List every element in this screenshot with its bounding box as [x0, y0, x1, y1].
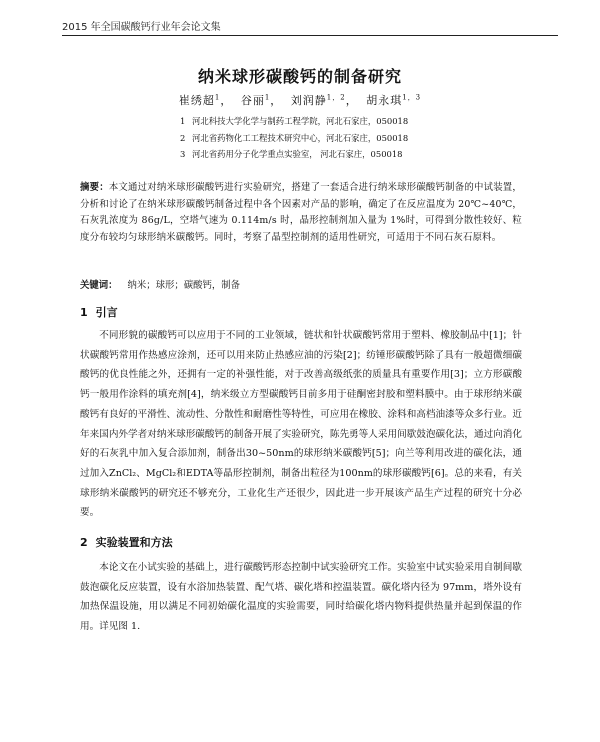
abstract-label: 摘要： [80, 182, 109, 193]
author: 刘润静$^{1,2}$， [290, 93, 358, 107]
section-heading-methods: 2 实验装置和方法 [80, 536, 173, 549]
author-list [0, 92, 600, 108]
running-header [62, 18, 558, 36]
affiliation-list [180, 113, 510, 163]
affiliation: 2 河北省药物化工工程技术研究中心，河北石家庄，050018 [180, 132, 409, 143]
section-paragraph: 本论文在小试实验的基础上，进行碳酸钙形态控制中试实验研究工作。实验室中试实验采用自制间歇鼓泡碳化反应装置，设有水浴加热装置、配气塔、碳化塔和控温装置。碳化塔内径为 97mm，塔外设有加热保温设施，用以满足不同初始碳化温度的实验需要，同时给碳化塔内物料提供热量并起到保温的作用。详见图 1. [80, 562, 522, 633]
section-heading-intro: 1 引言 [80, 306, 118, 319]
paper-title: 纳米球形碳酸钙的制备研究 [197, 67, 402, 86]
section-paragraph: 不同形貌的碳酸钙可以应用于不同的工业领域，链状和针状碳酸钙常用于塑料、橡胶制品中[1]；针状碳酸钙常用作热感应涂剂，还可以用来防止热感应油的污染[2]；纺锤形碳酸钙除了具有一般超微细碳酸钙的优良性能之外，还拥有一定的补强性能，对于改善高级纸张的质量具有重要作用[3]；立方形碳酸钙一般用作涂料的填充剂[4]，纳米级立方型碳酸钙目前多用于硅酮密封胶和塑料膜中。由于球形纳米碳酸钙有良好的平滑性、流动性、分散性和耐磨性等特性，可应用在橡胶、涂料和高档油漆等众多行业。近年来国内外学者对纳米球形碳酸钙的制备开展了实验研究，陈先勇等人采用间歇鼓泡碳化法，通过向消化好的石灰乳中加入复合添加剂，制备出30~50nm的球形纳米碳酸钙[5]；向兰等利用改进的碳化法，通过加入ZnCl₂、MgCl₂和EDTA等晶形控制剂，制备出粒径为100nm的球形碳酸钙[6]。总的来看，有关球形纳米碳酸钙的研究还不够充分，工业化生产还很少，因此进一步开展该产品生产过程的研究十分必要。 [80, 330, 522, 519]
keywords [80, 277, 522, 291]
abstract [80, 180, 522, 246]
keywords-text: 纳米；球形；碳酸钙，制备 [127, 280, 241, 291]
affiliation: 3 河北省药用分子化学重点实验室， 河北石家庄，050018 [180, 149, 403, 159]
abstract-text: 本文通过对纳米球形碳酸钙进行实验研究，搭建了一套适合进行纳米球形碳酸钙制备的中试装置，分析和讨论了在纳米球形碳酸钙制备过程中各个因素对产品的影响，确定了在反应温度为 20℃~40℃，石灰乳浓度为 86g/L，空塔气速为 0.114m/s 时，晶形控制剂加入量为 1%时，可得到分散性较好、粒度分布较均匀球形纳米碳酸钙。同时，考察了晶型控制剂的适用性研究，可适用于不同石灰石原料。 [80, 182, 522, 243]
keywords-label: 关键词： [80, 280, 118, 291]
author: 崔绣超$^1$， [178, 93, 233, 107]
running-header-text: 2015 年全国碳酸钙行业年会论文集 [62, 22, 221, 33]
author: 谷丽$^1$， [240, 93, 283, 107]
author: 胡永琪$^{1,3}$ [366, 93, 422, 107]
affiliation: 1 河北科技大学化学与制药工程学院，河北石家庄，050018 [180, 116, 409, 126]
